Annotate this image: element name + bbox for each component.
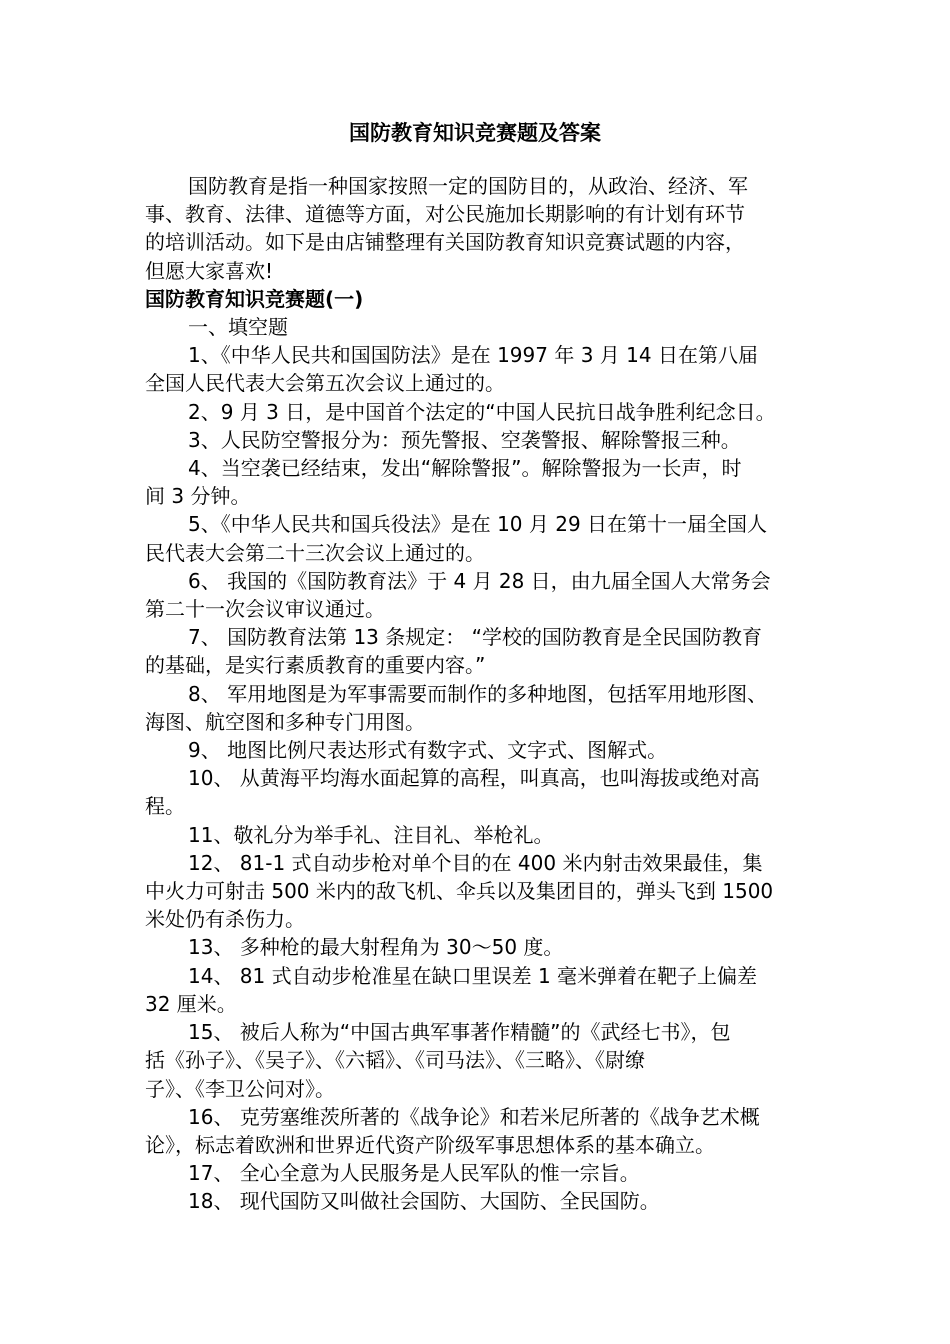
question-line: 11、敬礼分为举手礼、注目礼、举枪礼。 bbox=[188, 822, 554, 847]
question-item bbox=[145, 933, 825, 961]
question-line: 15、 被后人称为“中国古典军事著作精髓”的《武经七书》，包 bbox=[188, 1020, 731, 1045]
question-item bbox=[145, 1187, 825, 1215]
question-item bbox=[145, 454, 825, 510]
question-item bbox=[145, 680, 825, 736]
question-item bbox=[145, 736, 825, 764]
intro-line: 但愿大家喜欢! bbox=[145, 258, 274, 283]
question-line: 的基础，是实行素质教育的重要内容。” bbox=[145, 653, 486, 678]
question-line: 全国人民代表大会第五次会议上通过的。 bbox=[145, 371, 505, 396]
question-line: 海图、航空图和多种专门用图。 bbox=[145, 709, 425, 734]
question-line: 6、 我国的《国防教育法》于 4 月 28 日，由九届全国人大常务会 bbox=[188, 568, 771, 593]
question-line: 14、 81 式自动步枪准星在缺口里误差 1 毫米弹着在靶子上偏差 bbox=[188, 963, 758, 988]
question-item bbox=[145, 962, 825, 1018]
question-line: 程。 bbox=[145, 794, 185, 819]
question-line: 32 厘米。 bbox=[145, 991, 237, 1016]
question-item bbox=[145, 1103, 825, 1159]
question-item bbox=[145, 623, 825, 679]
question-item bbox=[145, 1159, 825, 1187]
question-line: 4、当空袭已经结束，发出“解除警报”。解除警报为一长声，时 bbox=[188, 456, 742, 481]
question-line: 间 3 分钟。 bbox=[145, 484, 251, 509]
question-item bbox=[145, 1018, 825, 1103]
question-line: 3、人民防空警报分为：预先警报、空袭警报、解除警报三种。 bbox=[188, 427, 741, 452]
question-item bbox=[145, 510, 825, 566]
question-line: 2、9 月 3 日，是中国首个法定的“中国人民抗日战争胜利纪念日。 bbox=[188, 399, 776, 424]
question-item bbox=[145, 849, 825, 934]
question-list bbox=[145, 341, 825, 1215]
question-line: 1、《中华人民共和国国防法》是在 1997 年 3 月 14 日在第八届 bbox=[188, 343, 758, 368]
question-line: 米处仍有杀伤力。 bbox=[145, 907, 305, 932]
intro-line: 的培训活动。如下是由店铺整理有关国防教育知识竞赛试题的内容， bbox=[145, 230, 745, 255]
sub-heading: 一、填空题 bbox=[188, 315, 288, 340]
question-line: 括《孙子》、《吴子》、《六韬》、《司马法》、《三略》、《尉缭 bbox=[145, 1048, 645, 1073]
question-item bbox=[145, 341, 825, 397]
question-line: 16、 克劳塞维茨所著的《战争论》和若米尼所著的《战争艺术概 bbox=[188, 1104, 760, 1129]
question-line: 8、 军用地图是为军事需要而制作的多种地图，包括军用地形图、 bbox=[188, 681, 768, 706]
question-line: 12、 81-1 式自动步枪对单个目的在 400 米内射击效果最佳，集 bbox=[188, 850, 763, 875]
question-line: 7、 国防教育法第 13 条规定： “学校的国防教育是全民国防教育 bbox=[188, 625, 762, 650]
question-item bbox=[145, 398, 825, 426]
intro-line: 事、教育、法律、道德等方面，对公民施加长期影响的有计划有环节 bbox=[145, 202, 745, 227]
question-line: 中火力可射击 500 米内的敌飞机、伞兵以及集团目的，弹头飞到 1500 bbox=[145, 879, 774, 904]
question-line: 论》，标志着欧洲和世界近代资产阶级军事思想体系的基本确立。 bbox=[145, 1132, 715, 1157]
question-item bbox=[145, 764, 825, 820]
question-line: 18、 现代国防又叫做社会国防、大国防、全民国防。 bbox=[188, 1189, 660, 1214]
question-item bbox=[145, 426, 825, 454]
intro-paragraph bbox=[145, 172, 825, 285]
question-item bbox=[145, 821, 825, 849]
question-line: 子》、《李卫公问对》。 bbox=[145, 1076, 335, 1101]
document-body bbox=[145, 172, 825, 1216]
intro-line: 国防教育是指一种国家按照一定的国防目的，从政治、经济、军 bbox=[188, 174, 748, 198]
question-item bbox=[145, 567, 825, 623]
question-line: 第二十一次会议审议通过。 bbox=[145, 597, 385, 622]
question-line: 10、 从黄海平均海水面起算的高程，叫真高，也叫海拔或绝对高 bbox=[188, 766, 760, 791]
question-line: 13、 多种枪的最大射程角为 30～50 度。 bbox=[188, 935, 564, 960]
section-heading: 国防教育知识竞赛题(一) bbox=[145, 286, 364, 311]
page-title: 国防教育知识竞赛题及答案 bbox=[349, 121, 601, 145]
question-line: 5、《中华人民共和国兵役法》是在 10 月 29 日在第十一届全国人 bbox=[188, 512, 768, 537]
question-line: 9、 地图比例尺表达形式有数字式、文字式、图解式。 bbox=[188, 738, 668, 763]
question-line: 民代表大会第二十三次会议上通过的。 bbox=[145, 540, 485, 565]
question-line: 17、 全心全意为人民服务是人民军队的惟一宗旨。 bbox=[188, 1161, 640, 1186]
